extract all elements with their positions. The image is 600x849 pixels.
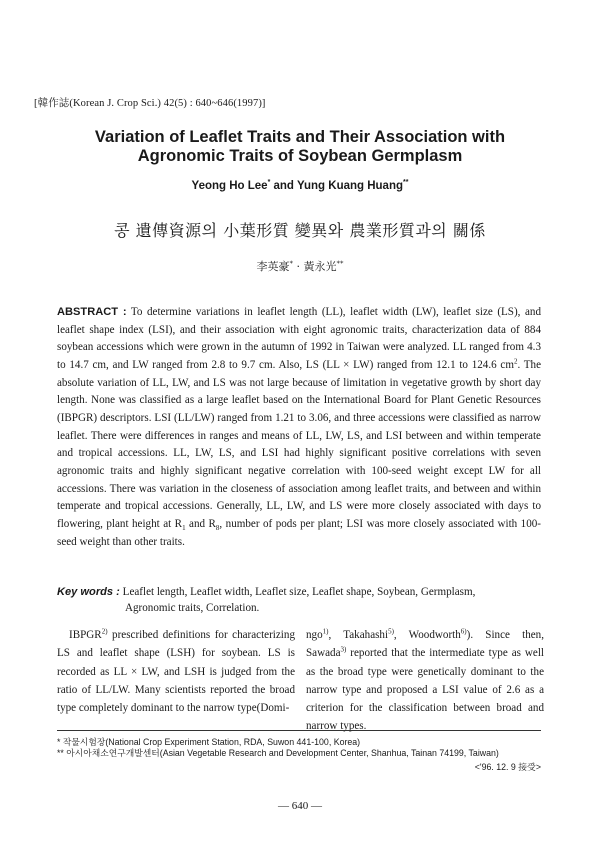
keywords: [57, 584, 541, 616]
korean-author-sep: ·: [293, 260, 304, 273]
body-right-ref-3: 6): [460, 627, 467, 636]
body-right-text-5: reported that the intermediate type as well as the broad type were genetically dominant to the narrow type and proposed a LSI value of 2.6 as a criterion for the classification between broad and narrow types.: [306, 647, 544, 733]
page-number: — 640 —: [278, 800, 322, 812]
abstract-text-4: , number of pods per plant; LSI was more closely associated with 100-seed weight than other traits.: [57, 517, 541, 548]
author-and: and: [270, 180, 297, 192]
received-date: <'96. 12. 9 接受>: [474, 762, 541, 772]
body-right-ref-2: 5): [388, 627, 394, 636]
body-right-text-4: ). Since then, Sawada: [306, 629, 544, 660]
title-line-2: Agronomic Traits of Soybean Germplasm: [137, 147, 463, 165]
keywords-label: Key words :: [57, 586, 120, 598]
keywords-line-2: Agronomic traits, Correlation.: [125, 602, 260, 614]
abstract-text-2: . The absolute variation of LL, LW, and LS was not large because of limitation in vegetative growth by short day length. None was classified as a large leaflet based on the International Board for Plant Genetic Resources (IBPGR) descriptors. LSI (LL/LW) ranged from 1.21 to 3.06, and three accessions were classified as narrow leaflet. There were differences in ranges and means of LL, LW, LS, and LSI between and within temperate and tropical accessions. LL, LW, LS, and LSI had highly significant positive correlations with seven agronomic traits and highly significant negative correlation with 100-seed weight except LW for all accessions. There was variation in the closeness of association among leaflet traits, and between and within temperate and tropical accessions. Generally, LL, LW, and LS were more closely associated with days to flowering, plant height at R: [57, 358, 542, 530]
abstract-label: ABSTRACT :: [57, 306, 127, 318]
abstract: [57, 304, 541, 551]
abstract-text-3: and R: [185, 517, 216, 530]
korean-author-1-mark: *: [289, 259, 293, 268]
footnote-divider: [57, 730, 541, 731]
author-2-mark: **: [403, 179, 409, 187]
korean-author-1: 李英豪: [256, 260, 290, 273]
body-column-right: [306, 626, 544, 736]
body-column-left: [57, 626, 295, 717]
author-1: Yeong Ho Lee: [191, 180, 268, 192]
body-left-text-1: IBPGR: [69, 629, 102, 641]
body-right-text-2: , Takahashi: [328, 629, 389, 641]
korean-title: 콩 遺傳資源의 小葉形質 變異와 農業形質과의 關係: [114, 221, 486, 240]
keywords-line-1: Leaflet length, Leaflet width, Leaflet size, Leaflet shape, Soybean, Germplasm,: [119, 586, 476, 598]
author-1-mark: *: [267, 179, 271, 187]
abstract-text-1: To determine variations in leaflet length (LL), leaflet width (LW), leaflet size (LS), and leaflet shape index (LSI), and their association with eight agronomic traits, characterization data of 884 soybean accessions which were grown in the autumn of 1992 in Taiwan were analyzed. LL ranged from 4.3 to 14.7 cm, and LW ranged from 2.8 to 9.7 cm. Also, LS (LL × LW) ranged from 12.1 to 124.6 cm: [57, 306, 541, 371]
author-list: [0, 180, 600, 192]
body-left-ref-1: 2): [101, 627, 108, 636]
abstract-sup-cm2: 2: [513, 357, 518, 366]
footnote-affiliation-2: ** 아시아채소연구개발센터(Asian Vegetable Research and Development Center, Shanhua, Tainan 74199, Taiwan): [57, 748, 499, 758]
author-2: Yung Kuang Huang: [296, 180, 404, 192]
korean-author-2: 黃永光: [303, 260, 337, 273]
body-right-text-1: ngo: [306, 629, 323, 641]
paper-title: [0, 128, 600, 166]
footnote-affiliation-1: * 작물시험장(National Crop Experiment Station, RDA, Suwon 441-100, Korea): [57, 737, 361, 747]
body-left-text-2: prescribed definitions for characterizing LS and leaflet shape (LSH) for soybean. LS is recorded as LL × LW, and LSH is judged from the ratio of LL/LW. Many scientists reported the broad type completely dominant to the narrow type(Domi-: [57, 629, 295, 715]
korean-author-2-mark: **: [336, 259, 344, 268]
title-line-1: Variation of Leaflet Traits and Their Association with: [94, 128, 506, 146]
journal-header: [韓作誌(Korean J. Crop Sci.) 42(5) : 640~646(1997)]: [34, 98, 266, 109]
abstract-sub-r1: 1: [182, 524, 186, 533]
body-right-ref-1: 1): [322, 627, 329, 636]
body-right-text-3: , Woodworth: [393, 629, 461, 641]
abstract-sub-r8: 8: [215, 524, 220, 533]
body-right-ref-4: 3): [340, 645, 347, 654]
korean-author-list: [0, 258, 600, 274]
